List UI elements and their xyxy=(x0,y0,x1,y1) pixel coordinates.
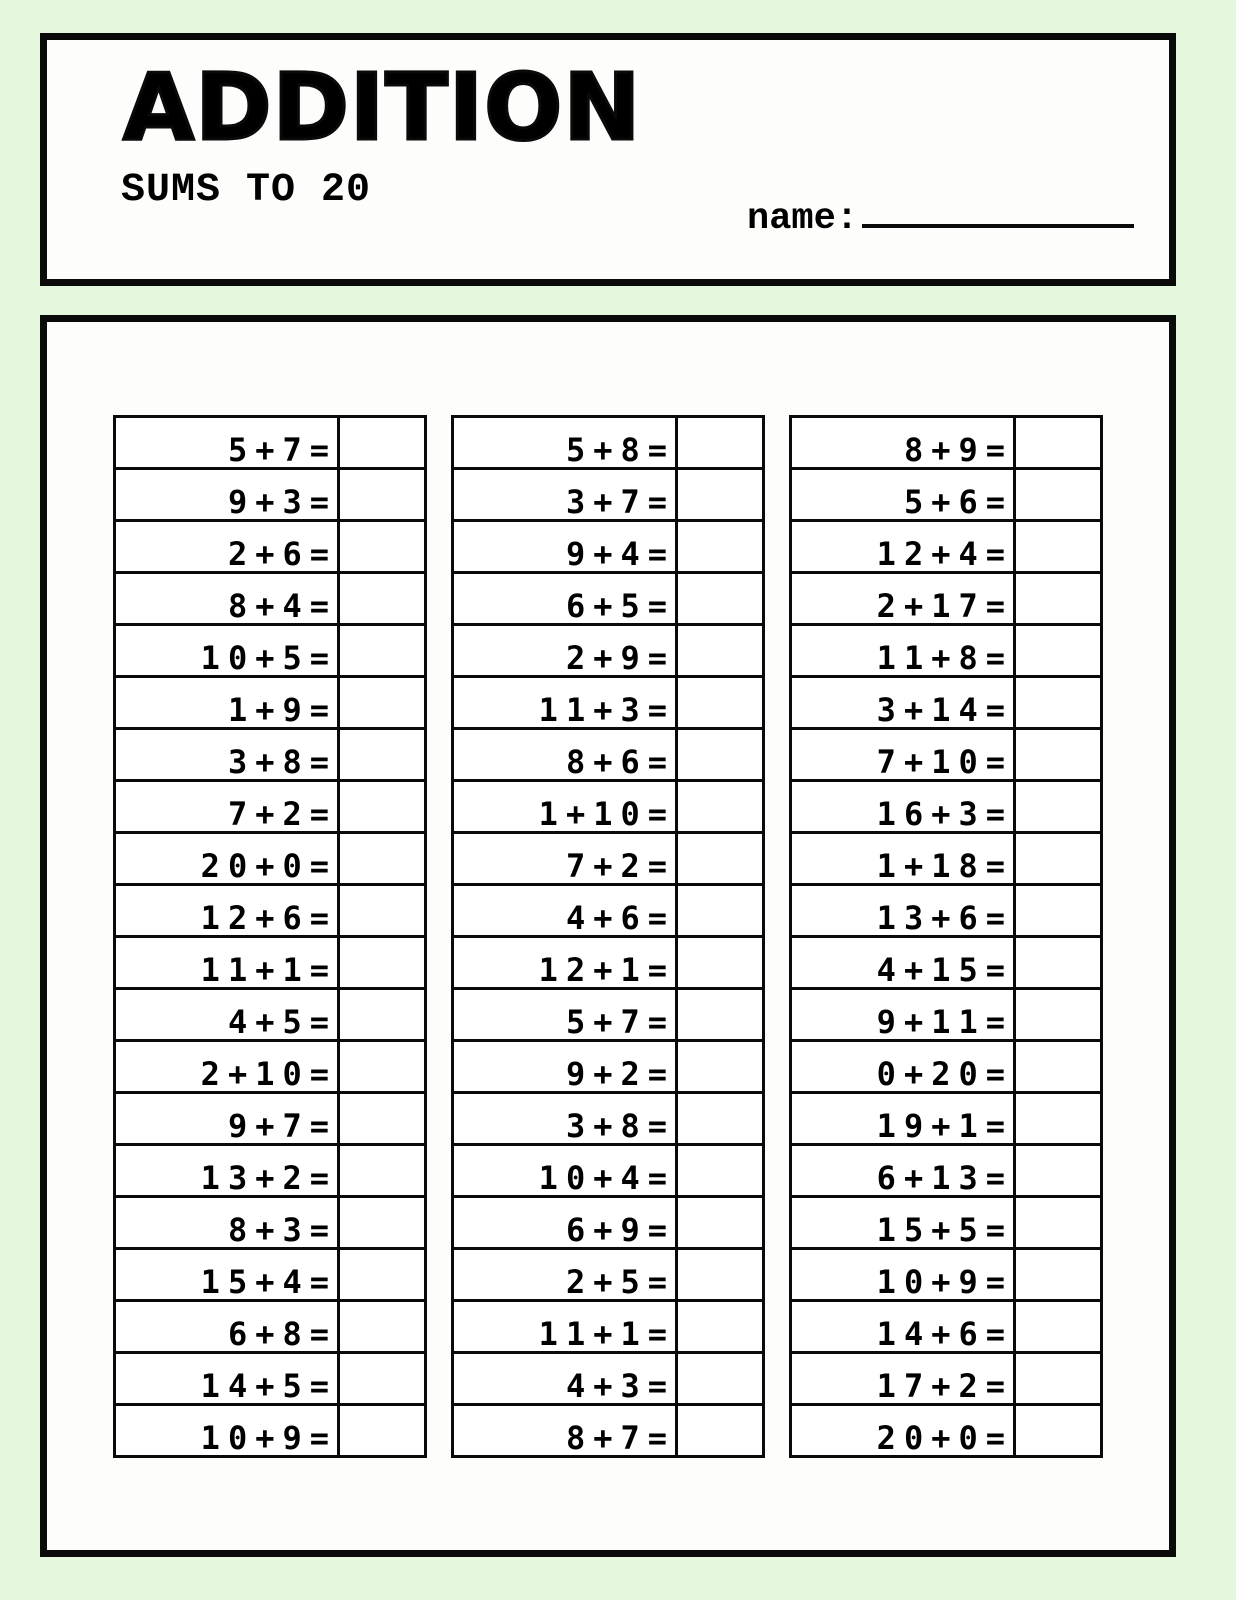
problem-text: 12+1= xyxy=(453,937,677,989)
problem-row xyxy=(453,677,764,729)
problem-table-1 xyxy=(113,415,427,1458)
answer-box[interactable] xyxy=(1015,833,1102,885)
answer-box[interactable] xyxy=(1015,469,1102,521)
problem-row xyxy=(791,1353,1102,1405)
problem-text: 9+2= xyxy=(453,1041,677,1093)
problem-row xyxy=(453,573,764,625)
problem-text: 13+2= xyxy=(115,1145,339,1197)
problem-row xyxy=(791,1145,1102,1197)
problem-row xyxy=(115,833,426,885)
problem-text: 2+17= xyxy=(791,573,1015,625)
answer-box[interactable] xyxy=(1015,1197,1102,1249)
problem-text: 2+6= xyxy=(115,521,339,573)
problem-columns xyxy=(47,415,1169,1458)
problem-text: 4+15= xyxy=(791,937,1015,989)
name-label: name: xyxy=(747,198,859,240)
answer-box[interactable] xyxy=(339,573,426,625)
problem-text: 15+5= xyxy=(791,1197,1015,1249)
answer-box[interactable] xyxy=(339,833,426,885)
problem-text: 5+8= xyxy=(453,417,677,469)
answer-box[interactable] xyxy=(677,989,764,1041)
problem-row xyxy=(791,573,1102,625)
answer-box[interactable] xyxy=(339,1353,426,1405)
answer-box[interactable] xyxy=(677,1041,764,1093)
problem-row xyxy=(115,1041,426,1093)
problem-text: 2+10= xyxy=(115,1041,339,1093)
name-row xyxy=(747,188,1134,240)
problem-row xyxy=(453,1197,764,1249)
problem-row xyxy=(453,885,764,937)
problem-row xyxy=(115,625,426,677)
problem-row xyxy=(115,417,426,469)
problem-row xyxy=(453,729,764,781)
problem-text: 11+8= xyxy=(791,625,1015,677)
problem-row xyxy=(115,1249,426,1301)
answer-box[interactable] xyxy=(677,417,764,469)
problem-text: 3+8= xyxy=(453,1093,677,1145)
answer-box[interactable] xyxy=(677,885,764,937)
answer-box[interactable] xyxy=(1015,1301,1102,1353)
problem-row xyxy=(791,1405,1102,1457)
answer-box[interactable] xyxy=(1015,1249,1102,1301)
worksheet-subtitle: SUMS TO 20 xyxy=(121,168,372,213)
answer-box[interactable] xyxy=(677,1301,764,1353)
answer-box[interactable] xyxy=(1015,1405,1102,1457)
problem-row xyxy=(115,1197,426,1249)
problem-text: 20+0= xyxy=(791,1405,1015,1457)
problem-text: 3+14= xyxy=(791,677,1015,729)
answer-box[interactable] xyxy=(1015,729,1102,781)
problem-row xyxy=(791,1301,1102,1353)
problem-row xyxy=(115,469,426,521)
answer-box[interactable] xyxy=(677,833,764,885)
answer-box[interactable] xyxy=(677,1249,764,1301)
problem-row xyxy=(453,1145,764,1197)
problem-text: 2+5= xyxy=(453,1249,677,1301)
problem-row xyxy=(453,1041,764,1093)
problem-text: 10+9= xyxy=(791,1249,1015,1301)
answer-box[interactable] xyxy=(339,1197,426,1249)
problem-text: 12+6= xyxy=(115,885,339,937)
answer-box[interactable] xyxy=(677,937,764,989)
problem-text: 8+7= xyxy=(453,1405,677,1457)
answer-box[interactable] xyxy=(339,989,426,1041)
answer-box[interactable] xyxy=(1015,625,1102,677)
problem-row xyxy=(791,1249,1102,1301)
answer-box[interactable] xyxy=(1015,989,1102,1041)
problem-row xyxy=(453,625,764,677)
answer-box[interactable] xyxy=(677,781,764,833)
problem-text: 9+11= xyxy=(791,989,1015,1041)
problem-row xyxy=(791,417,1102,469)
problem-row xyxy=(115,989,426,1041)
problem-text: 8+9= xyxy=(791,417,1015,469)
name-input-line[interactable] xyxy=(862,188,1134,228)
problem-row xyxy=(115,937,426,989)
problem-row xyxy=(791,469,1102,521)
problem-table-3 xyxy=(789,415,1103,1458)
answer-box[interactable] xyxy=(1015,1041,1102,1093)
problem-text: 7+10= xyxy=(791,729,1015,781)
answer-box[interactable] xyxy=(677,521,764,573)
problem-text: 10+9= xyxy=(115,1405,339,1457)
answer-box[interactable] xyxy=(339,521,426,573)
problem-row xyxy=(453,937,764,989)
answer-box[interactable] xyxy=(1015,885,1102,937)
problem-row xyxy=(791,781,1102,833)
problem-text: 8+3= xyxy=(115,1197,339,1249)
problem-text: 17+2= xyxy=(791,1353,1015,1405)
answer-box[interactable] xyxy=(1015,781,1102,833)
answer-box[interactable] xyxy=(339,1145,426,1197)
problem-text: 8+4= xyxy=(115,573,339,625)
answer-box[interactable] xyxy=(339,417,426,469)
answer-box[interactable] xyxy=(1015,677,1102,729)
problem-row xyxy=(791,1041,1102,1093)
answer-box[interactable] xyxy=(677,1353,764,1405)
problem-row xyxy=(453,1301,764,1353)
problem-row xyxy=(115,1093,426,1145)
problem-row xyxy=(791,885,1102,937)
problem-row xyxy=(453,833,764,885)
answer-box[interactable] xyxy=(339,1249,426,1301)
answer-box[interactable] xyxy=(677,1197,764,1249)
problem-text: 2+9= xyxy=(453,625,677,677)
problem-row xyxy=(453,1405,764,1457)
problem-text: 9+3= xyxy=(115,469,339,521)
problem-row xyxy=(453,417,764,469)
problem-text: 11+1= xyxy=(115,937,339,989)
problems-box xyxy=(40,315,1176,1557)
problem-text: 8+6= xyxy=(453,729,677,781)
problem-row xyxy=(115,729,426,781)
problem-text: 6+5= xyxy=(453,573,677,625)
problem-row xyxy=(115,1145,426,1197)
problem-text: 5+6= xyxy=(791,469,1015,521)
answer-box[interactable] xyxy=(677,625,764,677)
problem-row xyxy=(791,1093,1102,1145)
problem-text: 7+2= xyxy=(453,833,677,885)
answer-box[interactable] xyxy=(339,885,426,937)
problem-row xyxy=(791,625,1102,677)
problem-row xyxy=(453,1249,764,1301)
answer-box[interactable] xyxy=(677,1093,764,1145)
problem-text: 9+4= xyxy=(453,521,677,573)
problem-table-2 xyxy=(451,415,765,1458)
answer-box[interactable] xyxy=(339,469,426,521)
problem-row xyxy=(453,781,764,833)
problem-row xyxy=(791,937,1102,989)
problem-text: 3+8= xyxy=(115,729,339,781)
problem-text: 12+4= xyxy=(791,521,1015,573)
problem-text: 13+6= xyxy=(791,885,1015,937)
answer-box[interactable] xyxy=(339,1041,426,1093)
problem-row xyxy=(453,1093,764,1145)
answer-box[interactable] xyxy=(339,781,426,833)
answer-box[interactable] xyxy=(677,573,764,625)
problem-text: 3+7= xyxy=(453,469,677,521)
problem-text: 19+1= xyxy=(791,1093,1015,1145)
problem-text: 4+5= xyxy=(115,989,339,1041)
problem-text: 20+0= xyxy=(115,833,339,885)
problem-row xyxy=(453,1353,764,1405)
problem-text: 10+4= xyxy=(453,1145,677,1197)
answer-box[interactable] xyxy=(677,677,764,729)
problem-row xyxy=(791,1197,1102,1249)
problem-text: 14+6= xyxy=(791,1301,1015,1353)
problem-text: 10+5= xyxy=(115,625,339,677)
problem-text: 1+18= xyxy=(791,833,1015,885)
problem-row xyxy=(453,989,764,1041)
answer-box[interactable] xyxy=(339,625,426,677)
problem-row xyxy=(115,677,426,729)
problem-row xyxy=(115,781,426,833)
problem-row xyxy=(115,1353,426,1405)
problem-text: 5+7= xyxy=(453,989,677,1041)
problem-text: 6+13= xyxy=(791,1145,1015,1197)
answer-box[interactable] xyxy=(1015,1145,1102,1197)
answer-box[interactable] xyxy=(1015,1093,1102,1145)
problem-text: 15+4= xyxy=(115,1249,339,1301)
answer-box[interactable] xyxy=(339,729,426,781)
problem-row xyxy=(453,521,764,573)
problem-text: 7+2= xyxy=(115,781,339,833)
problem-text: 1+10= xyxy=(453,781,677,833)
problem-text: 0+20= xyxy=(791,1041,1015,1093)
answer-box[interactable] xyxy=(677,729,764,781)
problem-text: 1+9= xyxy=(115,677,339,729)
worksheet-title: ADDITION xyxy=(123,54,642,161)
answer-box[interactable] xyxy=(339,1405,426,1457)
problem-text: 16+3= xyxy=(791,781,1015,833)
problem-text: 11+1= xyxy=(453,1301,677,1353)
answer-box[interactable] xyxy=(339,1093,426,1145)
problem-row xyxy=(791,729,1102,781)
problem-row xyxy=(791,521,1102,573)
problem-row xyxy=(115,1301,426,1353)
problem-text: 11+3= xyxy=(453,677,677,729)
problem-text: 4+3= xyxy=(453,1353,677,1405)
answer-box[interactable] xyxy=(1015,937,1102,989)
problem-row xyxy=(115,1405,426,1457)
problem-text: 5+7= xyxy=(115,417,339,469)
problem-text: 6+9= xyxy=(453,1197,677,1249)
problem-row xyxy=(115,885,426,937)
problem-row xyxy=(453,469,764,521)
answer-box[interactable] xyxy=(1015,573,1102,625)
problem-text: 14+5= xyxy=(115,1353,339,1405)
answer-box[interactable] xyxy=(677,1145,764,1197)
problem-text: 9+7= xyxy=(115,1093,339,1145)
problem-row xyxy=(791,677,1102,729)
answer-box[interactable] xyxy=(339,1301,426,1353)
answer-box[interactable] xyxy=(1015,521,1102,573)
answer-box[interactable] xyxy=(339,937,426,989)
answer-box[interactable] xyxy=(1015,417,1102,469)
problem-row xyxy=(791,989,1102,1041)
answer-box[interactable] xyxy=(339,677,426,729)
problem-text: 4+6= xyxy=(453,885,677,937)
header-box xyxy=(40,33,1176,286)
problem-text: 6+8= xyxy=(115,1301,339,1353)
answer-box[interactable] xyxy=(1015,1353,1102,1405)
problem-row xyxy=(115,521,426,573)
answer-box[interactable] xyxy=(677,469,764,521)
answer-box[interactable] xyxy=(677,1405,764,1457)
problem-row xyxy=(115,573,426,625)
problem-row xyxy=(791,833,1102,885)
